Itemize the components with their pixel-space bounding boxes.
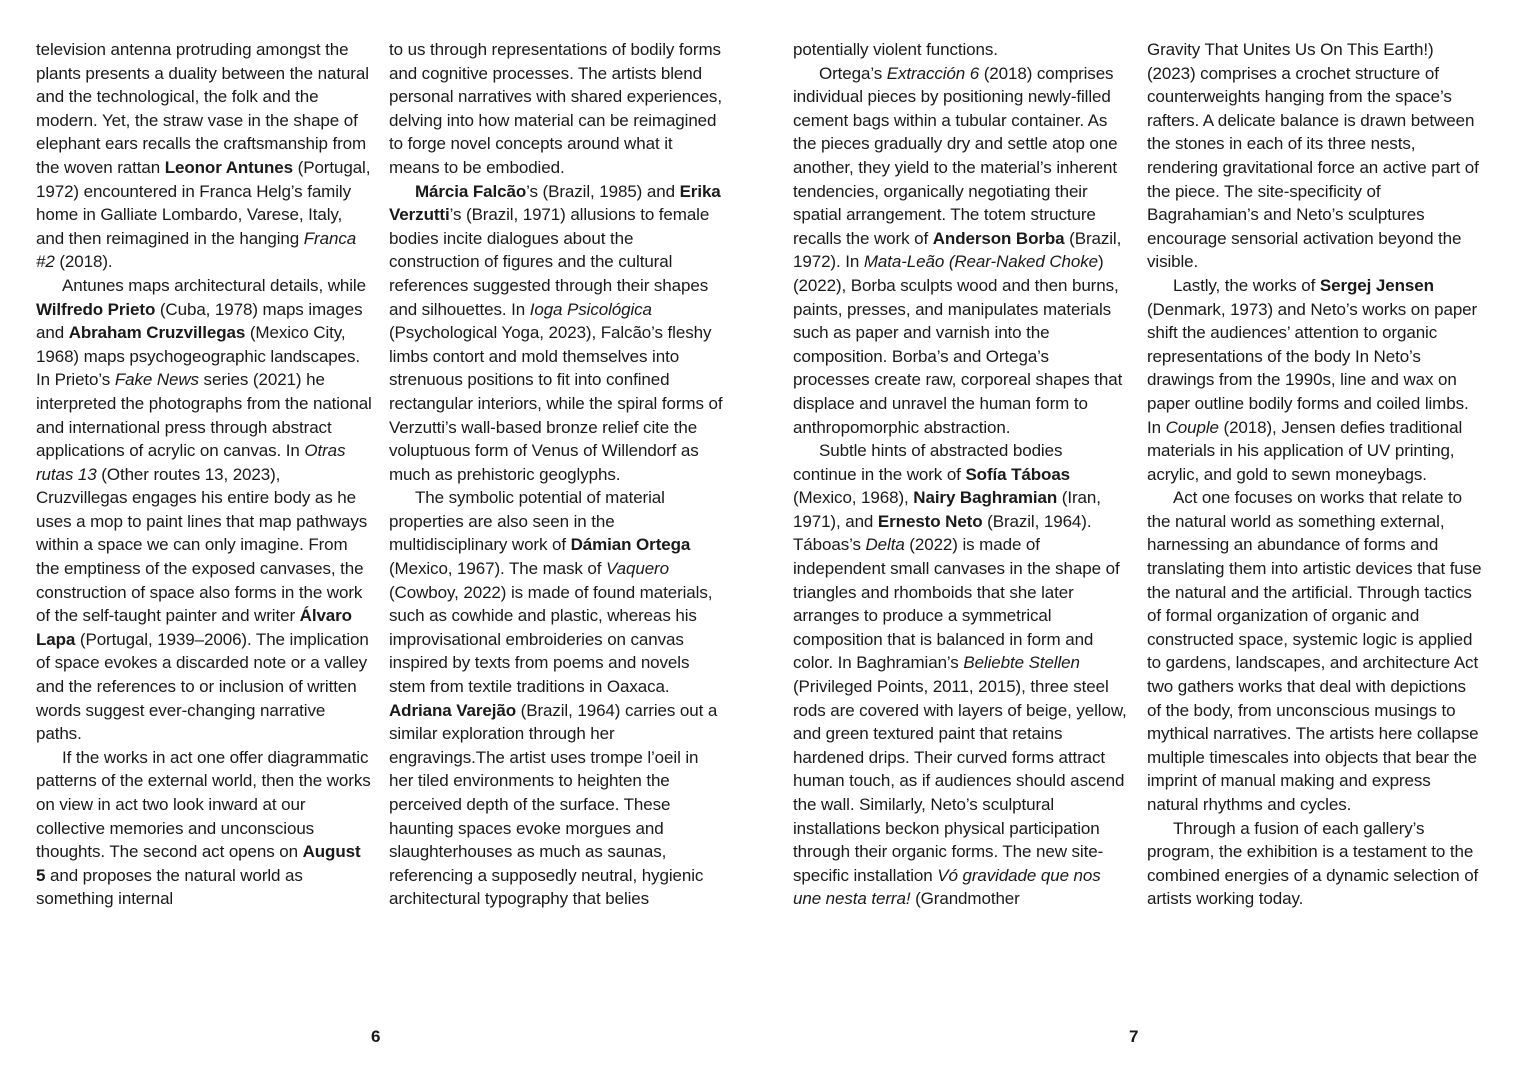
artist-name: Sofía Táboas [965,464,1071,484]
artwork-title: Beliebte Stellen [963,653,1080,673]
text-run: Lastly, the works of [1173,275,1320,295]
artist-name: Erika Verzutti [389,181,721,225]
artwork-title: Extracción 6 [886,63,980,83]
text-column-1 [36,38,372,911]
paragraph [793,62,1129,440]
text-run: (Iran, 1971), and [793,488,1101,531]
text-run: and proposes the natural world as something internal [36,865,303,909]
artist-name: Wilfredo Prieto [36,299,156,319]
paragraph [36,274,372,746]
artwork-title: Fake News [114,370,199,390]
text-run: Ortega’s [819,63,887,83]
page-number-right: 7 [1129,1027,1139,1046]
paragraph [1147,38,1483,274]
artwork-title: Ioga Psicológica [529,299,652,319]
artist-name: Dámian Ortega [570,535,691,555]
paragraph [36,38,372,274]
text-run: (Brazil, 1964) carries out a similar exploration through her engravings.The artist uses trompe l’oeil in her tiled environments to heighten the perceived depth of the surface. These haunting spaces evoke morgues and slaughterhouses as much as saunas, referencing a supposedly neutral, hygienic architectural typography that belies [389,700,718,909]
text-run: (Denmark, 1973) and Neto’s works on paper shift the audiences’ attention to organic representations of the body In Neto’s drawings from the 1990s, line and wax on paper outline bodily forms and coiled limbs. In [1147,299,1478,437]
text-run: Subtle hints of abstracted bodies continue in the work of [793,441,1063,484]
page-number-left: 6 [371,1027,381,1046]
text-run: (Mexico, 1967). The mask of [389,559,607,579]
artwork-title: Couple [1165,417,1219,437]
paragraph [389,486,725,911]
text-run: The symbolic potential of material properties are also seen in the multidisciplinary work of [389,488,665,555]
artist-name: Leonor Antunes [164,157,294,177]
artist-name: Adriana Varejão [389,700,517,720]
text-run: Act one focuses on works that relate to the natural world as something external, harnessing an abundance of forms and translating them into artistic devices that fuse the natural and the artificial. Through tactics of formal organization of organic and constructed space, systemic logic is applied to gardens, landscapes, and architecture Act two gathers works that deal with depictions of the body, from unconscious musings to mythical narratives. The artists here collapse multiple timescales into objects that bear the imprint of manual making and express natural rhythms and cycles. [1147,488,1482,814]
text-run: (Brazil, 1972). In [793,228,1122,272]
artist-name: Abraham Cruzvillegas [68,323,246,343]
text-run: Antunes maps architectural details, while [62,275,366,295]
text-run: (Mexico City, 1968) maps psychogeographic landscapes. In Prieto’s [36,323,361,390]
paragraph [36,746,372,911]
artwork-title: Delta [865,535,905,555]
text-run: television antenna protruding amongst the plants presents a duality between the natural and the technological, the folk and the modern. Yet, the straw vase in the shape of elephant ears recalls the craftsmanship from the woven rattan [36,40,369,177]
text-run: (Cuba, 1978) maps images and [36,299,363,343]
text-run: (Psychological Yoga, 2023), Falcão’s fleshy limbs contort and mold themselves into strenuous positions to fit into confined rectangular interiors, while the spiral forms of Verzutti’s wall-based bronze relief cite the voluptuous form of Venus of Willendorf as much as prehistoric geoglyphs. [389,323,723,484]
text-run: (Privileged Points, 2011, 2015), three steel rods are covered with layers of beige, yellow, and green textured paint that retains hardened drips. Their curved forms attract human touch, as if audiences should ascend the wall. Similarly, Neto’s sculptural installations beckon physical participation through their organic forms. The new site-specific installation [793,677,1127,885]
artist-name: Nairy Baghramian [913,488,1058,508]
text-run: Gravity That Unites Us On This Earth!) (2023) comprises a crochet structure of counterweights hanging from the space’s rafters. A delicate balance is drawn between the stones in each of its three nests, rendering gravitational force an active part of the piece. The site-specificity of Bagrahamian’s and Neto’s sculptures encourage sensorial activation beyond the visible. [1147,40,1479,272]
text-run: ) (2022), Borba sculpts wood and then burns, paints, presses, and manipulates materials such as paper and varnish into the composition. Borba’s and Ortega’s processes create raw, corporeal shapes that displace and unravel the human form to anthropomorphic abstraction. [793,252,1123,437]
text-run: series (2021) he interpreted the photographs from the national and international press through abstract applications of acrylic on canvas. In [36,370,372,461]
artist-name: Ernesto Neto [877,511,983,531]
artist-name: Márcia Falcão [415,181,527,201]
artwork-title: Vó gravidade que nos une nesta terra! [793,865,1101,909]
paragraph [1147,274,1483,486]
text-run: Through a fusion of each gallery’s program, the exhibition is a testament to the combined energies of a dynamic selection of artists working today. [1147,818,1479,909]
text-column-2 [389,38,725,911]
text-column-4 [1147,38,1483,911]
text-run: (2018) comprises individual pieces by positioning newly-filled cement bags within a tubular container. As the pieces gradually dry and settle atop one another, they yield to the material’s inherent tendencies, organically negotiating their spatial arrangement. The totem structure recalls the work of [793,63,1118,248]
paragraph [793,439,1129,911]
text-run: (Portugal, 1939–2006). The implication of space evokes a discarded note or a valley and the references to or inclusion of written words suggest ever-changing narrative paths. [36,629,369,744]
text-run: ’s (Brazil, 1971) allusions to female bodies incite dialogues about the construction of figures and the cultural references suggested through their shapes and silhouettes. In [389,205,710,319]
text-run: (Cowboy, 2022) is made of found materials, such as cowhide and plastic, whereas his improvisational embroideries on canvas inspired by texts from poems and novels stem from textile traditions in Oaxaca. [389,582,713,697]
paragraph [1147,486,1483,816]
artwork-title: Vaquero [606,559,669,579]
text-run: (Mexico, 1968), [793,488,914,508]
text-run: (2022) is made of independent small canvases in the shape of triangles and rhomboids that she later arranges to produce a symmetrical composition that is balanced in form and color. In Baghramian’s [793,535,1120,673]
artist-name: August 5 [36,842,361,885]
text-run: If the works in act one offer diagrammatic patterns of the external world, then the works on view in act two look inward at our collective memories and unconscious thoughts. The second act opens on [36,747,371,862]
text-run: (Other routes 13, 2023), Cruzvillegas engages his entire body as he uses a mop to paint lines that map pathways within a space we can only imagine. From the emptiness of the exposed canvases, the construction of space also forms in the work of the self-taught painter and writer [36,464,368,626]
text-run: (Grandmother [910,889,1020,909]
text-run: (Brazil, 1964). Táboas’s [793,511,1092,555]
text-run: (Portugal, 1972) encountered in Franca Helg’s family home in Galliate Lombardo, Varese, Italy, and then reimagined in the hanging [36,157,371,248]
paragraph [389,38,725,180]
text-run: (2018), Jensen defies traditional materials in his application of UV printing, acrylic, and gold to sewn moneybags. [1147,417,1463,484]
artwork-title: Franca #2 [36,228,357,272]
text-run: (2018). [54,252,113,272]
artwork-title: Mata-Leão (Rear-Naked Choke [863,252,1098,272]
paragraph [389,180,725,487]
artist-name: Álvaro Lapa [36,606,352,649]
artwork-title: Otras rutas 13 [36,441,346,484]
text-run: ’s (Brazil, 1985) and [526,181,680,201]
text-column-3 [793,38,1129,911]
paragraph [793,38,1129,62]
text-run: potentially violent functions. [793,40,998,59]
text-run: to us through representations of bodily forms and cognitive processes. The artists blend personal narratives with shared experiences, delving into how material can be reimagined to forge novel concepts around what it means to be embodied. [389,40,722,177]
artist-name: Sergej Jensen [1319,275,1434,295]
artist-name: Anderson Borba [932,228,1065,248]
paragraph [1147,817,1483,911]
